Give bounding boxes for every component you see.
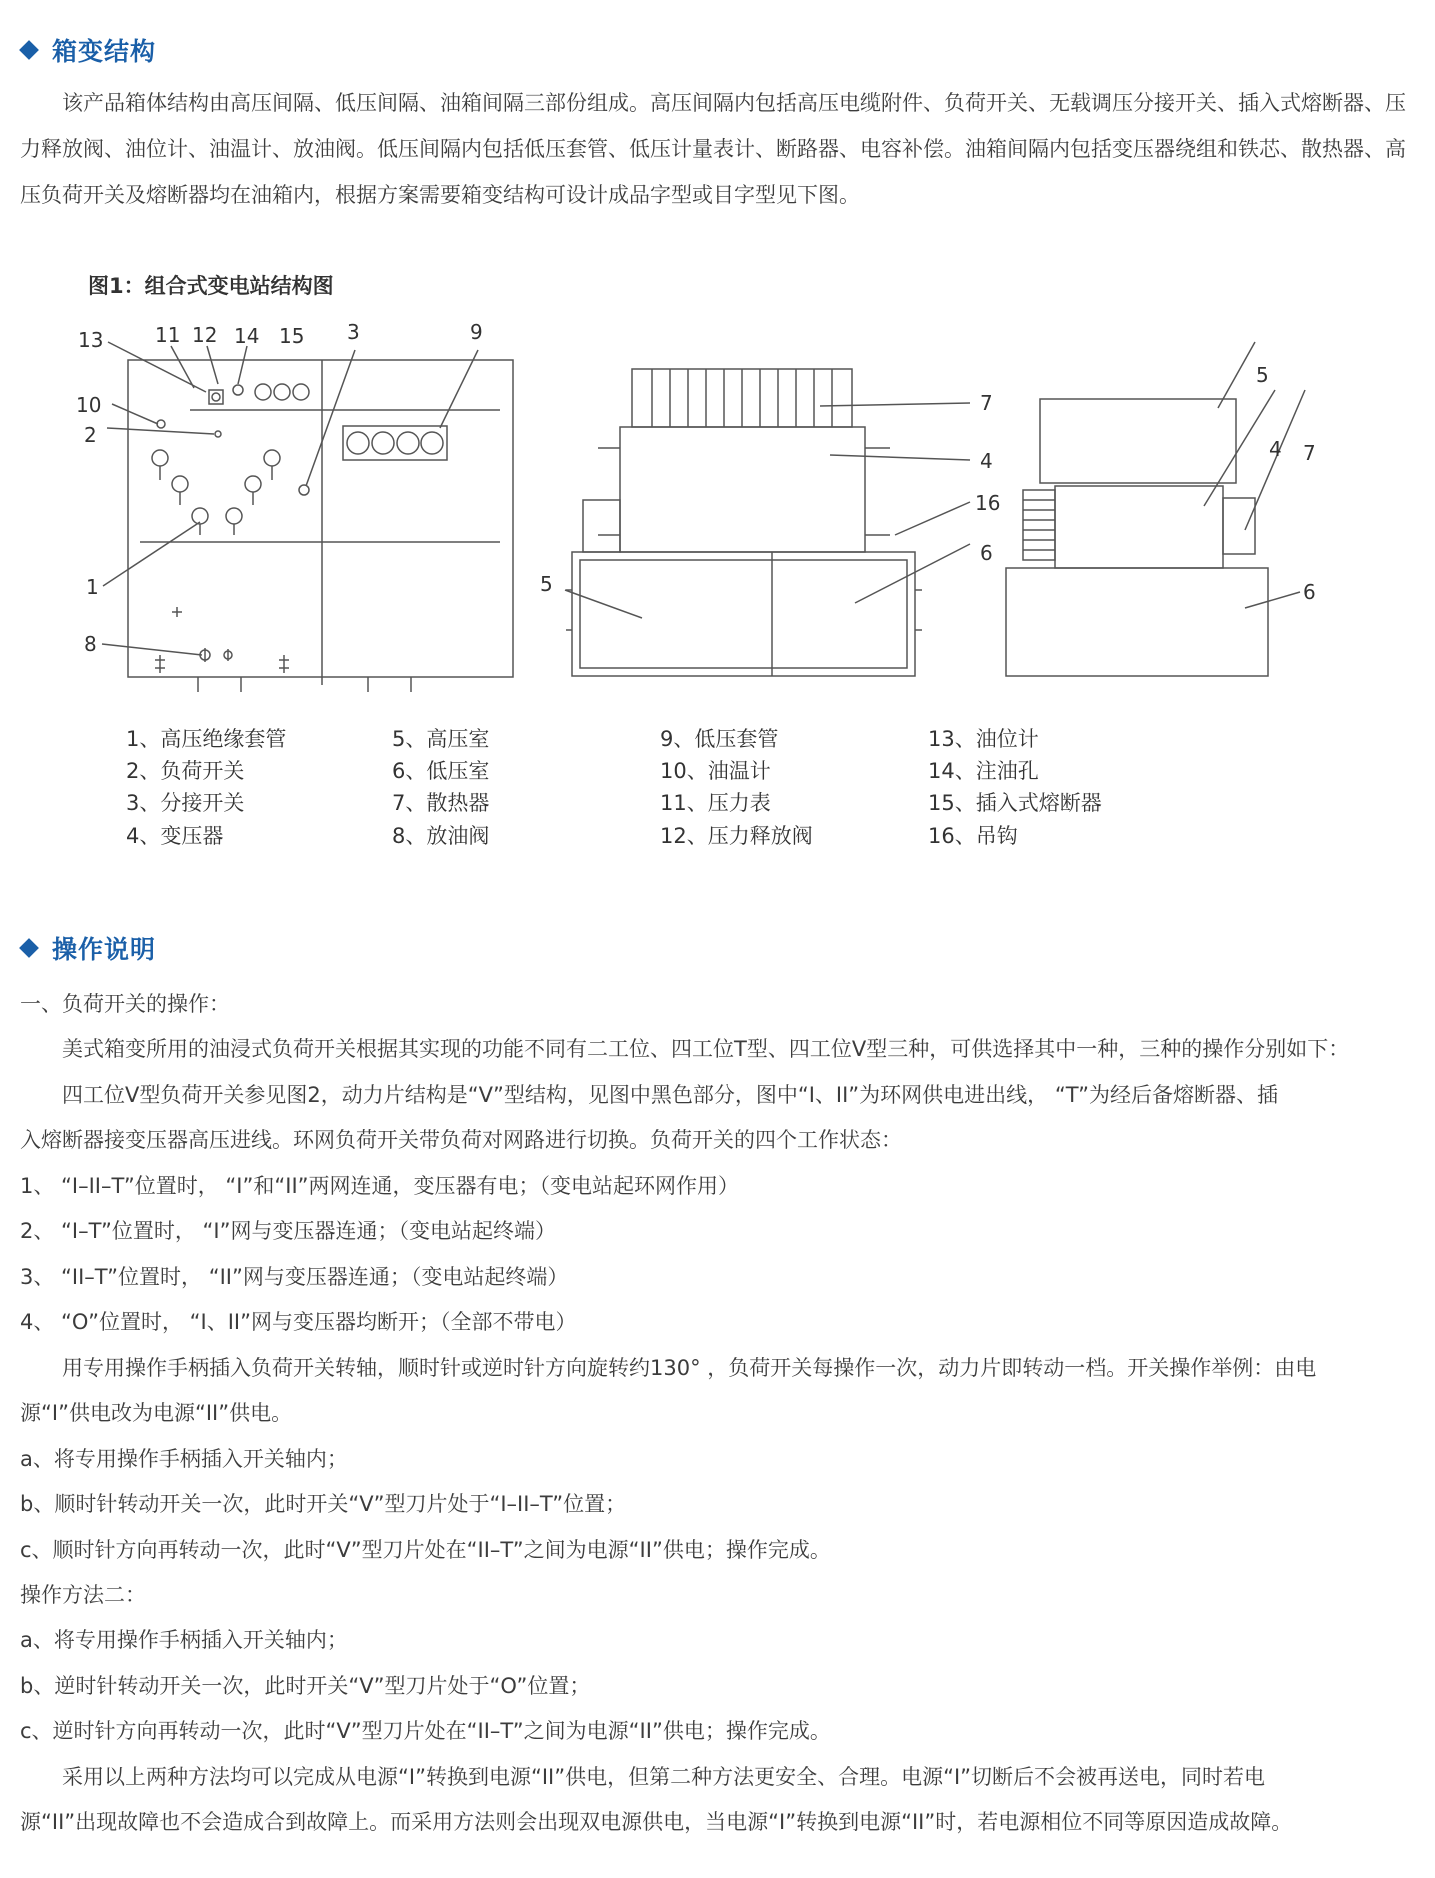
callout-3: 3: [347, 320, 360, 344]
legend-item: 2、负荷开关: [126, 759, 245, 783]
legend-item: 16、吊钩: [928, 824, 1018, 848]
callout-9: 9: [470, 320, 483, 344]
oil-level-gauge: [209, 390, 223, 404]
operation-line: c、顺时针方向再转动一次，此时“V”型刀片处在“II–T”之间为电源“II”供电；操作完成。: [20, 1538, 831, 1562]
structure-paragraph: 该产品箱体结构由高压间隔、低压间隔、油箱间隔三部份组成。高压间隔内包括高压电缆附件、负荷开关、无载调压分接开关、插入式熔断器、压力释放阀、油位计、油温计、放油阀。低压间隔内包括低压套管、低压计量表计、断路器、电容补偿。油箱间隔内包括变压器绕组和铁芯、散热器、高压负荷开关及熔断器均在油箱内，根据方案需要箱变结构可设计成品字型或目字型见下图。: [20, 91, 1406, 207]
legend-item: 10、油温计: [660, 759, 771, 783]
callout-5-end: 5: [1256, 363, 1269, 387]
callout-7-end: 7: [1303, 441, 1316, 465]
legend-item: 14、注油孔: [928, 759, 1039, 783]
operation-line: 1、 “I–II–T”位置时， “I”和“II”两网连通，变压器有电；（变电站起环网作用）: [20, 1174, 740, 1198]
legend-item: 8、放油阀: [392, 824, 490, 848]
operation-line: 源“II”出现故障也不会造成合到故障上。而采用方法则会出现双电源供电，当电源“I”转换到电源“II”时，若电源相位不同等原因造成故障。: [20, 1810, 1293, 1834]
operation-line: 4、 “O”位置时， “I、II”网与变压器均断开；（全部不带电）: [20, 1310, 577, 1334]
operation-line: 用专用操作手柄插入负荷开关转轴，顺时针或逆时针方向旋转约130° ，负荷开关每操作一次，动力片即转动一档。开关操作举例：由电: [62, 1356, 1317, 1380]
operation-line: 源“I”供电改为电源“II”供电。: [20, 1401, 293, 1425]
callout-10: 10: [76, 393, 102, 417]
operation-line: b、逆时针转动开关一次，此时开关“V”型刀片处于“O”位置；: [20, 1674, 591, 1698]
legend-item: 3、分接开关: [126, 791, 245, 815]
operation-line: 美式箱变所用的油浸式负荷开关根据其实现的功能不同有二工位、四工位T型、四工位V型三种，可供选择其中一种，三种的操作分别如下：: [62, 1037, 1350, 1061]
legend-item: 6、低压室: [392, 759, 490, 783]
end-view-upper: [1040, 399, 1236, 483]
callout-4-end: 4: [1269, 437, 1282, 461]
operation-line: 入熔断器接变压器高压进线。环网负荷开关带负荷对网路进行切换。负荷开关的四个工作状态：: [20, 1128, 902, 1152]
operation-line: 2、 “I–T”位置时， “I”网与变压器连通；（变电站起终端）: [20, 1219, 556, 1243]
diamond-bullet-icon: [19, 938, 39, 958]
callout-7: 7: [980, 391, 993, 415]
figure-caption: 图1：组合式变电站结构图: [88, 274, 334, 298]
legend-item: 9、低压套管: [660, 727, 779, 751]
legend-item: 1、高压绝缘套管: [126, 727, 287, 751]
section-title: 操作说明: [52, 935, 157, 964]
callout-11: 11: [155, 323, 181, 347]
callout-5: 5: [540, 572, 553, 596]
operation-line: 操作方法二：: [20, 1583, 146, 1607]
callout-4: 4: [980, 449, 993, 473]
operation-line: 一、负荷开关的操作：: [20, 992, 230, 1016]
callout-13: 13: [78, 328, 104, 352]
low-voltage-bushings: [343, 426, 447, 460]
callout-1: 1: [86, 575, 99, 599]
operation-line: b、顺时针转动开关一次，此时开关“V”型刀片处于“I–II–T”位置；: [20, 1492, 627, 1516]
substation-structure-diagram: [0, 300, 1435, 720]
legend-item: 12、压力释放阀: [660, 824, 813, 848]
callout-2: 2: [84, 423, 97, 447]
operation-line: c、逆时针方向再转动一次，此时“V”型刀片处在“II–T”之间为电源“II”供电；操作完成。: [20, 1719, 831, 1743]
operation-line: 四工位V型负荷开关参见图2，动力片结构是“V”型结构，见图中黑色部分，图中“I、II”为环网供电进出线， “T”为经后备熔断器、插: [62, 1083, 1278, 1107]
legend-item: 15、插入式熔断器: [928, 791, 1102, 815]
hv-lv-compartments: [572, 552, 915, 676]
legend-item: 13、油位计: [928, 727, 1039, 751]
callout-6: 6: [980, 541, 993, 565]
section-header-structure: [22, 32, 156, 68]
callout-8: 8: [84, 632, 97, 656]
transformer-tank: [620, 427, 865, 552]
operation-line: a、将专用操作手柄插入开关轴内；: [20, 1447, 348, 1471]
callout-12: 12: [192, 323, 218, 347]
callout-16: 16: [975, 491, 1001, 515]
legend-item: 4、变压器: [126, 824, 224, 848]
front-view-box: [128, 360, 513, 677]
operation-line: 3、 “II–T”位置时， “II”网与变压器连通；（变电站起终端）: [20, 1265, 569, 1289]
operation-line: a、将专用操作手柄插入开关轴内；: [20, 1628, 348, 1652]
end-view-base: [1006, 568, 1268, 676]
section-title: 箱变结构: [52, 37, 157, 66]
callout-14: 14: [234, 324, 260, 348]
callout-6-end: 6: [1303, 580, 1316, 604]
diamond-bullet-icon: [19, 40, 39, 60]
legend-item: 7、散热器: [392, 791, 490, 815]
section-header-operation: [22, 930, 156, 966]
end-view-transformer: [1055, 486, 1223, 568]
legend-item: 11、压力表: [660, 791, 771, 815]
legend-item: 5、高压室: [392, 727, 490, 751]
operation-line: 采用以上两种方法均可以完成从电源“I”转换到电源“II”供电，但第二种方法更安全、合理。电源“I”切断后不会被再送电，同时若电: [62, 1765, 1266, 1789]
callout-15: 15: [279, 324, 305, 348]
